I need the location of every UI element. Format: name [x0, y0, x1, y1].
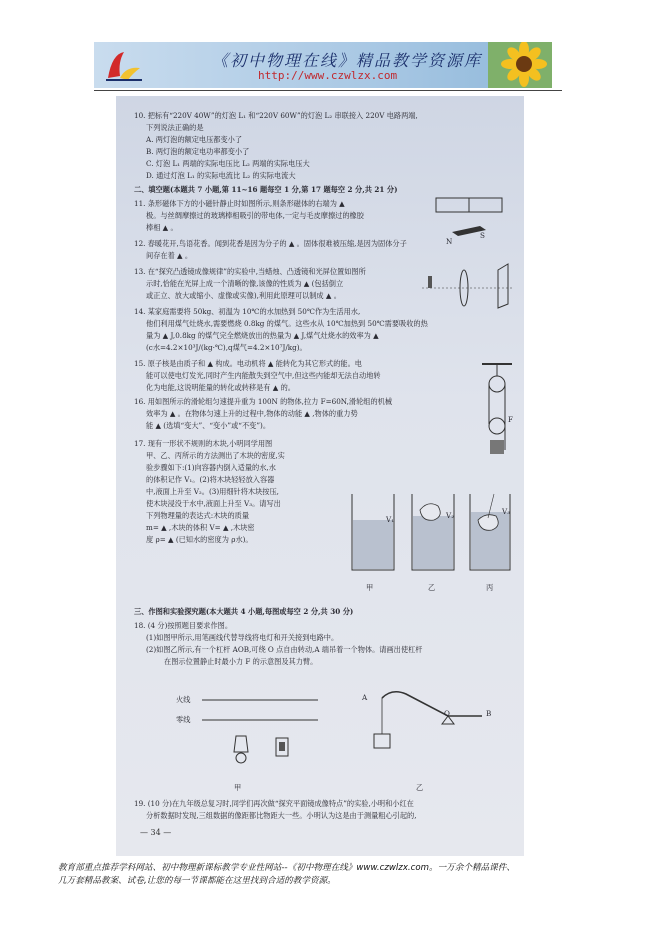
- q16-line-2: 效率为 ▲ 。在物体匀速上升的过程中,物体的动能 ▲ ,物体的重力势: [146, 409, 358, 418]
- q17-line-8: m= ▲ ,木块的体积 V= ▲ ,木块密: [146, 523, 255, 532]
- q11-line-1: 11. 条形磁体下方的小磁针静止时如图所示,则条形磁体的右端为 ▲: [134, 199, 345, 208]
- q13-line-1: 13. 在“探究凸透镜成像规律”的实验中,当蜡烛、凸透镜和光屏位置如图所: [134, 267, 366, 276]
- q12-line-2: 间存在着 ▲ 。: [146, 251, 193, 260]
- q17-line-5: 中,液面上升至 V₂。(3)用细针将木块按压,: [146, 487, 279, 496]
- v2-label: V₂: [446, 511, 455, 520]
- q17-line-1: 17. 现有一形状不规则的木块,小明同学用图: [134, 439, 273, 448]
- q10-option-d: D. 通过灯泡 L₁ 的实际电流比 L₂ 的实际电流大: [146, 171, 296, 180]
- sunflower-image: [488, 42, 552, 88]
- lever-figure: [352, 686, 492, 776]
- q17-line-9: 度 ρ= ▲ (已知水的密度为 ρ水)。: [146, 535, 253, 544]
- q11-line-2: 极。与丝绸摩擦过的玻璃棒相吸引的带电体,一定与毛皮摩擦过的橡胶: [146, 211, 364, 220]
- q15-line-2: 能可以使电灯发光,同时产生内能散失到空气中,但这些内能却无法自动地转: [146, 371, 381, 380]
- q10-option-a: A. 两灯泡的额定电压都变小了: [146, 135, 243, 144]
- q18-line-1: 18. (4 分)按照题目要求作图。: [134, 621, 233, 630]
- q10-line-1: 10. 把标有“220V 40W”的灯泡 L₁ 和“220V 60W”的灯泡 L₂ 串联接入 220V 电路两端,: [134, 111, 418, 120]
- pole-n-label: N: [446, 237, 453, 246]
- q14-line-1: 14. 某家庭需要将 50kg、初温为 10℃的水加热到 50℃作为生活用水,: [134, 307, 361, 316]
- pole-s-label: S: [480, 231, 485, 240]
- q10-option-b: B. 两灯泡的额定电功率都变小了: [146, 147, 250, 156]
- q13-line-2: 示时,恰能在光屏上成一个清晰的像,该像的性质为 ▲ (包括倒立: [146, 279, 344, 288]
- q10-line-2: 下列说法正确的是: [146, 123, 204, 132]
- q12-line-1: 12. 春暖花开,鸟语花香。闻到花香是因为分子的 ▲ 。固体很难被压缩,是因为固体分子: [134, 239, 407, 248]
- footer-line-1: 教育部重点推荐学科网站、初中物理新课标教学专业性网站--《初中物理在线》www.czwlzx.com。一万余个精品课件、: [58, 863, 515, 873]
- fig-yi-label-2: 乙: [416, 783, 424, 792]
- banner-url[interactable]: http://www.czwlzx.com: [258, 69, 398, 82]
- q16-line-1: 16. 用如图所示的滑轮组匀速提升重为 100N 的物体,拉力 F=60N,滑轮组的机械: [134, 397, 393, 406]
- site-logo: [102, 48, 146, 84]
- fig-jia-label-2: 甲: [234, 783, 242, 792]
- q17-line-6: 使木块浸没于水中,液面上升至 V₃。请写出: [146, 499, 281, 508]
- neutral-wire-label: 零线: [176, 715, 191, 724]
- scanned-page: [116, 96, 524, 856]
- q10-option-c: C. 灯泡 L₁ 两端的实际电压比 L₂ 两端的实际电压大: [146, 159, 310, 168]
- footer: [58, 862, 618, 888]
- lever-o-label: O: [444, 709, 450, 718]
- q17-line-4: 的体积记作 V₁。(2)将木块轻轻放入容器: [146, 475, 275, 484]
- v1-label: V₁: [386, 515, 395, 524]
- q18-line-2: (1)如图甲所示,用笔画线代替导线将电灯和开关接到电路中。: [146, 633, 339, 642]
- fig-bing-label: 丙: [486, 583, 494, 592]
- q14-line-4: (c水=4.2×10³J/(kg·℃),q煤气=4.2×10⁷J/kg)。: [146, 343, 307, 352]
- site-banner: [94, 42, 552, 88]
- q19-line-2: 分析数据时发现,三组数据的像距都比物距大一些。小明认为这是由于测量粗心引起的,: [146, 811, 417, 820]
- q17-line-2: 甲、乙、丙所示的方法测出了木块的密度,实: [146, 451, 285, 460]
- q15-line-3: 化为电能,这说明能量的转化或转移是有 ▲ 的。: [146, 383, 295, 392]
- magnet-figure: [434, 196, 504, 240]
- section-3-heading: 三、作图和实验探究题(本大题共 4 小题,每图或每空 2 分,共 30 分): [134, 607, 354, 616]
- lever-a-label: A: [362, 693, 368, 702]
- q15-line-1: 15. 原子核是由质子和 ▲ 构成。电动机将 ▲ 能转化为其它形式的能。电: [134, 359, 362, 368]
- q18-line-4: 在图示位置静止时最小力 F 的示意图及其力臂。: [164, 657, 318, 666]
- q13-line-3: 或正立、放大或缩小、虚像或实像),利用此原理可以制成 ▲ 。: [146, 291, 341, 300]
- live-wire-label: 火线: [176, 695, 191, 704]
- q11-line-3: 棒相 ▲ 。: [146, 223, 178, 232]
- v3-label: V₃: [502, 507, 511, 516]
- q19-line-1: 19. (10 分)在九年级总复习时,同学们再次做“探究平面镜成像特点”的实验,小明和小红在: [134, 799, 414, 808]
- lever-b-label: B: [486, 709, 492, 718]
- circuit-figure: [200, 696, 320, 776]
- section-2-heading: 二、填空题(本题共 7 小题,第 11~16 题每空 1 分,第 17 题每空 2 分,共 21 分): [134, 185, 398, 194]
- footer-line-2: 几万套精品教案、试卷,让您的每一节课都能在这里找到合适的教学资源。: [58, 876, 336, 886]
- beakers-figure: [342, 490, 512, 580]
- q16-line-3: 能 ▲ (选填“变大”、“变小”或“不变”)。: [146, 421, 271, 430]
- q18-line-3: (2)如图乙所示,有一个杠杆 AOB,可绕 O 点自由转动,A 端吊着一个物体。请画出使杠杆: [146, 645, 423, 654]
- lens-figure: [422, 260, 514, 312]
- fig-jia-label: 甲: [366, 583, 374, 592]
- q17-line-3: 验步骤如下:(1)向容器内倒入适量的水,水: [146, 463, 276, 472]
- header-divider: [94, 90, 562, 91]
- q14-line-3: 量为 ▲ J,0.8kg 的煤气完全燃烧放出的热量为 ▲ J,煤气灶烧水的效率为 ▲: [146, 331, 379, 340]
- q17-line-7: 下列物理量的表达式:木块的质量: [146, 511, 250, 520]
- force-f-label: F: [508, 415, 513, 424]
- fig-yi-label: 乙: [428, 583, 436, 592]
- banner-title: 《初中物理在线》精品教学资源库: [212, 51, 483, 70]
- q14-line-2: 他们利用煤气灶烧水,需要燃烧 0.8kg 的煤气。这些水从 10℃加热到 50℃需要吸收的热: [146, 319, 428, 328]
- page-number: — 34 —: [140, 828, 172, 837]
